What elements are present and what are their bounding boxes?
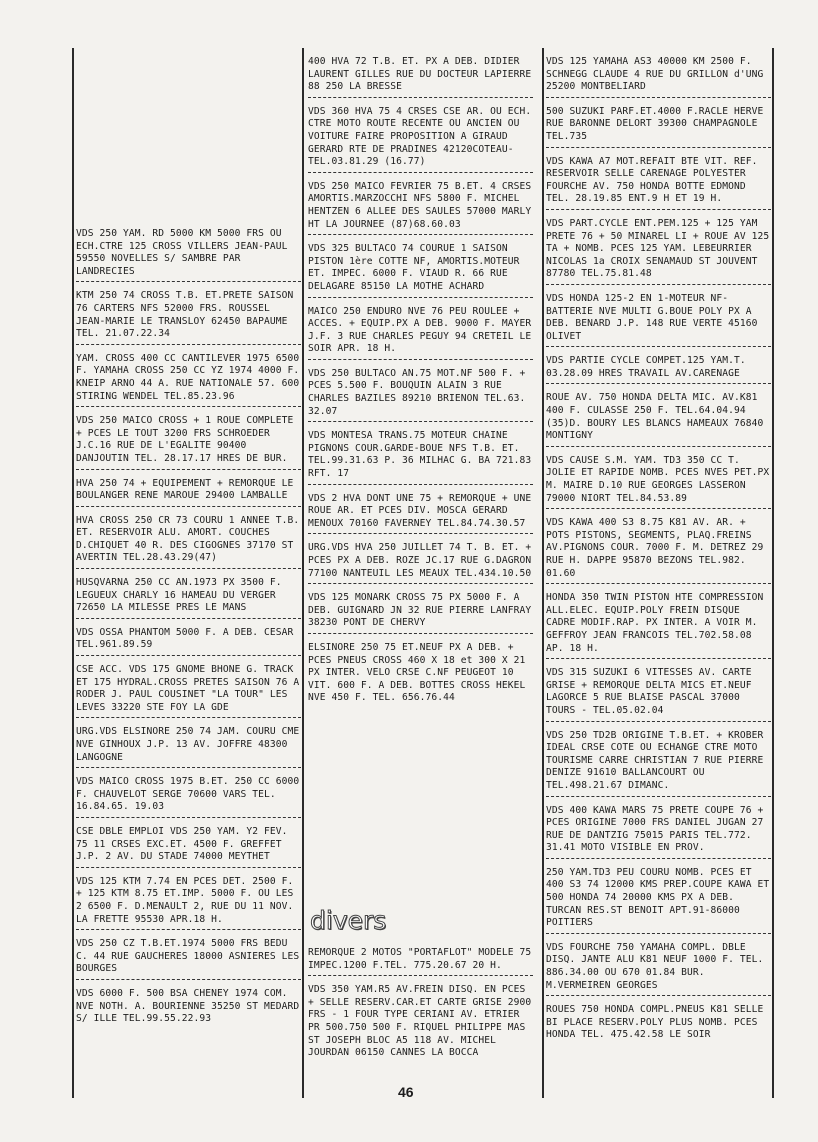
classified-ad: VDS PART.CYCLE ENT.PEM.125 + 125 YAM PRETE 76 + 50 MINAREL LI + ROUE AV 125 TA + NOMB. PCES 125 YAM. LEBEURRIER NICOLAS 1a CROIX SENAMAUD ST JOUVENT 87780 TEL.75.81.48: [546, 218, 771, 285]
classified-ad: VDS OSSA PHANTOM 5000 F. A DEB. CESAR TEL.961.89.59: [76, 627, 301, 656]
classified-ad: HVA CROSS 250 CR 73 COURU 1 ANNEE T.B. ET. RESERVOIR ALU. AMORT. COUCHES D.CHIQUET 40 R. DES CIGOGNES 37170 ST AVERTIN TEL.28.43.29(47): [76, 515, 301, 569]
classified-ad: VDS PARTIE CYCLE COMPET.125 YAM.T. 03.28.09 HRES TRAVAIL AV.CARENAGE: [546, 355, 771, 384]
classified-ad: VDS 250 CZ T.B.ET.1974 5000 FRS BEDU C. 44 RUE GAUCHERES 18000 ASNIERES LES BOURGES: [76, 938, 301, 980]
classified-ad: URG.VDS ELSINORE 250 74 JAM. COURU CME NVE GINHOUX J.P. 13 AV. JOFFRE 48300 LANGOGNE: [76, 726, 301, 768]
column-rule: [302, 48, 304, 1098]
classified-ad: VDS KAWA 400 S3 8.75 K81 AV. AR. + POTS PISTONS, SEGMENTS, PLAQ.FREINS AV.PIGNONS COUR. 7000 F. M. DETREZ 29 RUE H. DAPPE 95870 BEZONS TEL.982. 01.60: [546, 517, 771, 584]
classified-ad: VDS 250 YAM. RD 5000 KM 5000 FRS OU ECH.CTRE 125 CROSS VILLERS JEAN-PAUL 59550 NOVELLES S/ SAMBRE PAR LANDRECIES: [76, 228, 301, 282]
classified-ad: CSE DBLE EMPLOI VDS 250 YAM. Y2 FEV. 75 11 CRSES EXC.ET. 4500 F. GREFFET J.P. 2 AV. DU STADE 74000 MEYTHET: [76, 826, 301, 868]
classified-ad: VDS 125 YAMAHA AS3 40000 KM 2500 F. SCHNEGG CLAUDE 4 RUE DU GRILLON d'UNG 25200 MONTBELIARD: [546, 56, 771, 98]
classified-ad: VDS 2 HVA DONT UNE 75 + REMORQUE + UNE ROUE AR. ET PCES DIV. MOSCA GERARD MENOUX 70160 FAVERNEY TEL.84.74.30.57: [308, 493, 533, 535]
column-rule: [772, 48, 774, 1098]
page-number: 46: [398, 1084, 414, 1100]
classified-ad: HONDA 350 TWIN PISTON HTE COMPRESSION ALL.ELEC. EQUIP.POLY FREIN DISQUE CADRE MODIF.RAP. PX INTER. A VOIR M. GEFFROY JEAN FRANCOIS TEL.702.58.08 AP. 18 H.: [546, 592, 771, 659]
classified-ad: VDS 360 HVA 75 4 CRSES CSE AR. OU ECH. CTRE MOTO ROUTE RECENTE OU ANCIEN OU VOITURE FAIRE PROPOSITION A GIRAUD GERARD RTE DE PRADINES 42120COTEAU-TEL.03.81.29 (16.77): [308, 106, 533, 173]
column-3: [546, 56, 771, 1053]
classified-ad: VDS 325 BULTACO 74 COURUE 1 SAISON PISTON 1ère COTTE NF, AMORTIS.MOTEUR ET. IMPEC. 6000 F. VIAUD R. 66 RUE DELAGARE 85150 LA MOTHE ACHARD: [308, 243, 533, 297]
classified-ad: VDS 250 MAICO CROSS + 1 ROUE COMPLETE + PCES LE TOUT 3200 FRS SCHROEDER J.C.16 RUE DE L'EGALITE 90400 DANJOUTIN TEL. 28.17.17 HRES DE BUR.: [76, 415, 301, 469]
classified-ad: ROUES 750 HONDA COMPL.PNEUS K81 SELLE BI PLACE RESERV.POLY PLUS NOMB. PCES HONDA TEL. 475.42.58 LE SOIR: [546, 1004, 764, 1041]
section-title-divers: divers: [310, 906, 387, 935]
classified-ad: VDS 315 SUZUKI 6 VITESSES AV. CARTE GRISE + REMORQUE DELTA MICS ET.NEUF LAGORCE 5 RUE BLAISE PASCAL 37000 TOURS - TEL.05.02.04: [546, 667, 771, 721]
classified-ad: 500 SUZUKI PARF.ET.4000 F.RACLE HERVE RUE BARONNE DELORT 39300 CHAMPAGNOLE TEL.735: [546, 106, 771, 148]
classified-ad: VDS 250 TD2B ORIGINE T.B.ET. + KROBER IDEAL CRSE COTE OU ECHANGE CTRE MOTO TOURISME CARRE CHRISTIAN 7 RUE PIERRE DENIZE 91610 BALLANCOURT OU TEL.498.21.67 DIMANC.: [546, 730, 771, 797]
column-2: [308, 56, 533, 716]
classified-ad: URG.VDS HVA 250 JUILLET 74 T. B. ET. + PCES PX A DEB. ROZE JC.17 RUE G.DAGRON 77100 NANTEUIL LES MEAUX TEL.434.10.50: [308, 542, 533, 584]
classified-ad: VDS HONDA 125-2 EN 1-MOTEUR NF-BATTERIE NVE MULTI G.BOUE POLY PX A DEB. BENARD J.P. 148 RUE VERTE 45160 OLIVET: [546, 293, 771, 347]
classified-ad: ROUE AV. 750 HONDA DELTA MIC. AV.K81 400 F. CULASSE 250 F. TEL.64.04.94 (35)D. BOURY LES BLANCS HAMEAUX 76840 MONTIGNY: [546, 392, 771, 446]
classified-ad: MAICO 250 ENDURO NVE 76 PEU ROULEE + ACCES. + EQUIP.PX A DEB. 9000 F. MAYER J.F. 3 RUE CHARLES PEGUY 94 CRETEIL LE SOIR APR. 18 H.: [308, 306, 533, 360]
classified-ad: CSE ACC. VDS 175 GNOME BHONE G. TRACK ET 175 HYDRAL.CROSS PRETES SAISON 76 A RODER J. PAUL COUSINET "LA TOUR" LES LEVES 33220 STE FOY LA GDE: [76, 664, 301, 718]
classified-ad: HUSQVARNA 250 CC AN.1973 PX 3500 F. LEGUEUX CHARLY 16 HAMEAU DU VERGER 72650 LA MILESSE PRES LE MANS: [76, 577, 301, 619]
classified-ad: VDS 250 BULTACO AN.75 MOT.NF 500 F. + PCES 5.500 F. BOUQUIN ALAIN 3 RUE CHARLES BAZILES 89210 BRIENON TEL.63. 32.07: [308, 368, 533, 422]
classified-ad: VDS 125 KTM 7.74 EN PCES DET. 2500 F. + 125 KTM 8.75 ET.IMP. 5000 F. OU LES 2 6500 F. D.MENAULT 2, RUE DU 11 NOV. LA FRETTE 95530 APR.18 H.: [76, 876, 301, 930]
classified-ad: VDS KAWA A7 MOT.REFAIT BTE VIT. REF. RESERVOIR SELLE CARENAGE POLYESTER FOURCHE AV. 750 HONDA BOTTE EDMOND TEL. 28.19.85 ENT.9 H ET 19 H.: [546, 156, 771, 210]
classified-ad: VDS MAICO CROSS 1975 B.ET. 250 CC 6000 F. CHAUVELOT SERGE 70600 VARS TEL. 16.84.65. 19.03: [76, 776, 301, 818]
classified-ad: VDS 6000 F. 500 BSA CHENEY 1974 COM. NVE NOTH. A. BOURIENNE 35250 ST MEDARD S/ ILLE TEL.99.55.22.93: [76, 987, 300, 1025]
classified-ad: HVA 250 74 + EQUIPEMENT + REMORQUE LE BOULANGER RENE MAROUE 29400 LAMBALLE: [76, 478, 301, 507]
classified-ad: VDS 250 MAICO FEVRIER 75 B.ET. 4 CRSES AMORTIS.MARZOCCHI NFS 5800 F. MICHEL HENTZEN 6 ALLEE DES SAULES 57000 MARLY HT LA JOURNEE (87)68.60.03: [308, 181, 533, 235]
column-2-divers: [308, 906, 533, 1071]
classified-ad: VDS CAUSE S.M. YAM. TD3 350 CC T. JOLIE ET RAPIDE NOMB. PCES NVES PET.PX M. MAIRE D.10 RUE GEORGES LASSERON 79000 NIORT TEL.84.53.89: [546, 455, 771, 509]
column-1: [76, 228, 301, 1037]
classified-ad: VDS 400 KAWA MARS 75 PRETE COUPE 76 + PCES ORIGINE 7000 FRS DANIEL JUGAN 27 RUE DE DANTZIG 75015 PARIS TEL.772. 31.41 MOTO VISIBLE EN PROV.: [546, 805, 771, 859]
classified-ad: 250 YAM.TD3 PEU COURU NOMB. PCES ET 400 S3 74 12000 KMS PREP.COUPE KAWA ET 500 HONDA 74 20000 KMS PX A DEB. TURCAN RES.ST BENOIT APT.91-86000 POITIERS: [546, 867, 771, 934]
classified-ad: KTM 250 74 CROSS T.B. ET.PRETE SAISON 76 CARTERS NFS 52000 FRS. ROUSSEL JEAN-MARIE LE TRANSLOY 62450 BAPAUME TEL. 21.07.22.34: [76, 290, 301, 344]
column-rule: [72, 48, 74, 1098]
column-rule: [542, 48, 544, 1098]
classified-ad: VDS 125 MONARK CROSS 75 PX 5000 F. A DEB. GUIGNARD JN 32 RUE PIERRE LANFRAY 38230 PONT DE CHERVY: [308, 592, 533, 634]
classified-ad: YAM. CROSS 400 CC CANTILEVER 1975 6500 F. YAMAHA CROSS 250 CC YZ 1974 4000 F. KNEIP ARNO 44 A. RUE NATIONALE 57. 600 STIRING WENDEL TEL.85.23.96: [76, 353, 301, 407]
classified-ad: ELSINORE 250 75 ET.NEUF PX A DEB. + PCES PNEUS CROSS 460 X 18 et 300 X 21 PX INTER. VELO CRSE C.NF PEUGEOT 10 VIT. 600 F. A DEB. BOTTES CROSS HEKEL NVE 450 F. TEL. 656.76.44: [308, 641, 526, 704]
classified-ad: VDS 350 YAM.R5 AV.FREIN DISQ. EN PCES + SELLE RESERV.CAR.ET CARTE GRISE 2900 FRS - 1 FOUR TYPE CERIANI AV. ETRIER PR 500.750 500 F. RIQUEL PHILIPPE MAS ST JOSEPH BLOC A5 118 AV. MICHEL JOURDAN 06150 CANNES LA BOCCA: [308, 984, 532, 1059]
classified-ad: VDS MONTESA TRANS.75 MOTEUR CHAINE PIGNONS COUR.GARDE-BOUE NFS T.B. ET. TEL.99.31.63 P. 36 MILHAC G. BA 721.83 RFT. 17: [308, 430, 533, 484]
classified-ad: 400 HVA 72 T.B. ET. PX A DEB. DIDIER LAURENT GILLES RUE DU DOCTEUR LAPIERRE 88 250 LA BRESSE: [308, 56, 533, 98]
classified-ad: VDS FOURCHE 750 YAMAHA COMPL. DBLE DISQ. JANTE ALU K81 NEUF 1000 F. TEL. 886.34.00 OU 670 01.84 BUR. M.VERMEIREN GEORGES: [546, 942, 771, 996]
classified-ad: REMORQUE 2 MOTOS "PORTAFLOT" MODELE 75 IMPEC.1200 F.TEL. 775.20.67 20 H.: [308, 947, 533, 976]
